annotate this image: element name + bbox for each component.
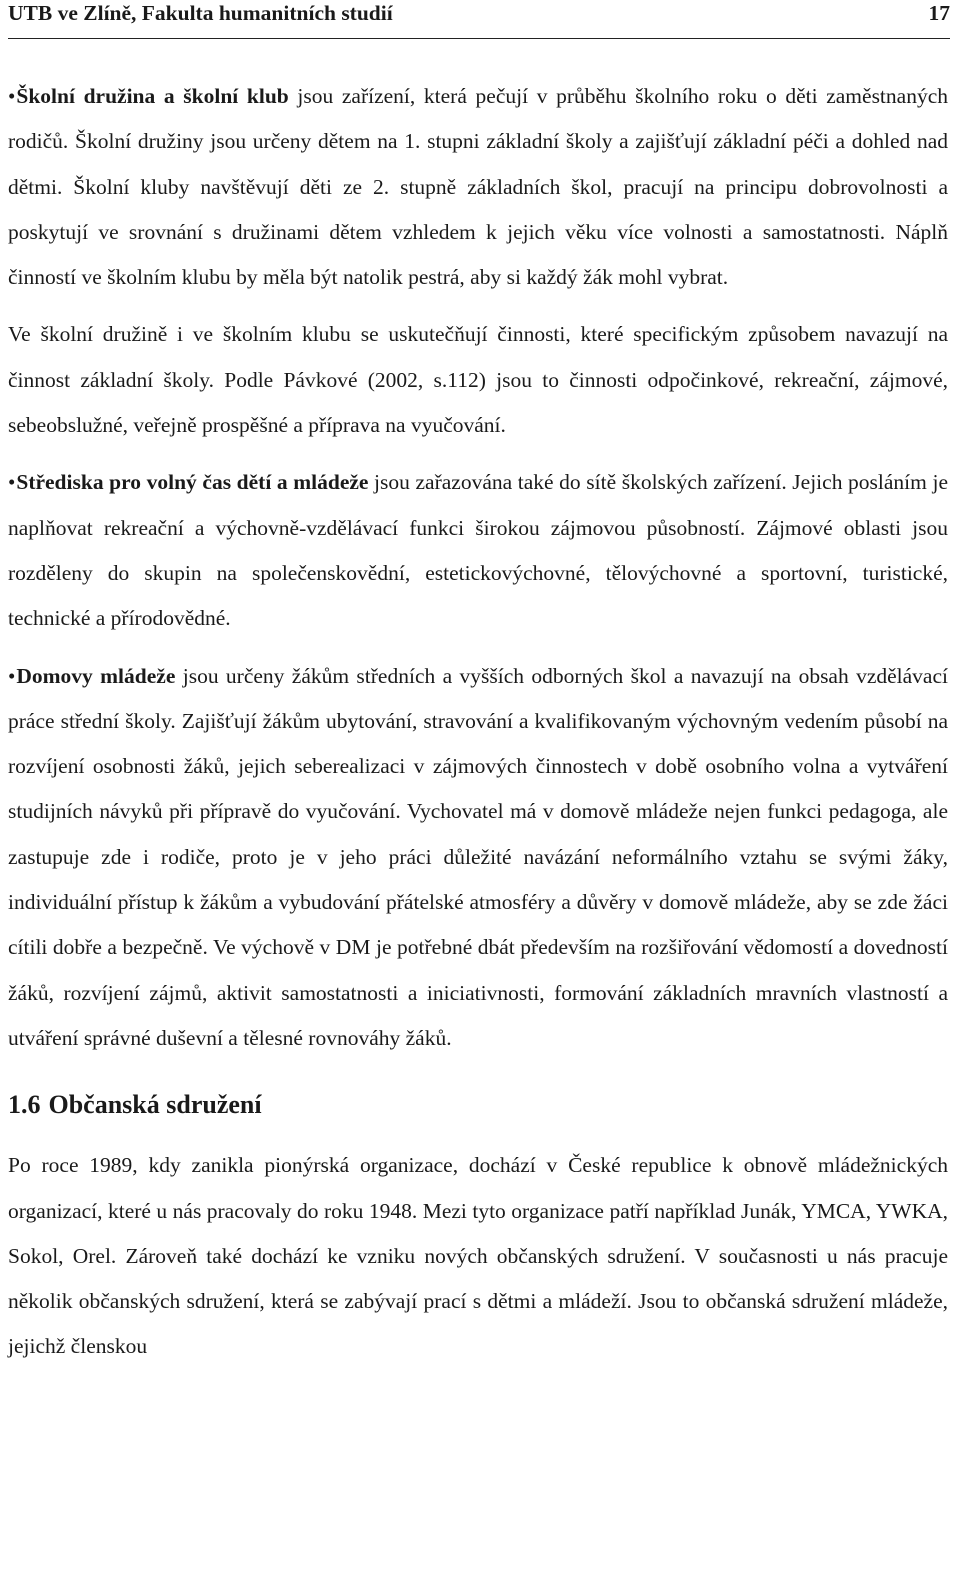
- paragraph-leisure-centres: [8, 460, 948, 641]
- header-title: UTB ve Zlíně, Fakulta humanitních studií: [8, 1, 393, 25]
- paragraph-text: jsou určeny žákům středních a vyšších odborných škol a navazují na obsah vzdělávací práce střední školy. Zajišťují žákům ubytování, stravování a kvalifikovaným výchovným vedením působí na rozvíjení osobnosti žáků, jejich seberealizaci v zájmových činnostech v době osobního volna a vytváření studijních návyků při přípravě do vyučování. Vychovatel má v domově mládeže nejen funkci pedagoga, ale zastupuje zde i rodiče, proto je v jeho práci důležité navázání neformálního vztahu se svými žáky, individuální přístup k žákům a vybudování přátelské atmosféry a důvěry v domově mládeže, aby se zde žáci cítili dobře a bezpečně. Ve výchově v DM je potřebné dbát především na rozšiřování vědomostí a dovedností žáků, rozvíjení zájmů, aktivit samostatnosti a iniciativnosti, formování základních mravních vlastností a utváření správné duševní a tělesné rovnováhy žáků.: [8, 663, 948, 1050]
- paragraph-text: Ve školní družině i ve školním klubu se uskutečňují činnosti, které specifickým způsobem navazují na činnost základní školy. Podle Pávkové (2002, s.112) jsou to činnosti odpočinkové, rekreační, zájmové, sebeobslužné, veřejně prospěšné a příprava na vyučování.: [8, 322, 948, 438]
- paragraph-civic-associations: [8, 1143, 948, 1369]
- term-youth-homes: Domovy mládeže: [16, 663, 176, 688]
- bullet-icon: •: [8, 663, 16, 688]
- paragraph-youth-homes: [8, 654, 948, 1062]
- bullet-icon: •: [8, 470, 16, 495]
- section-number: 1.6: [8, 1090, 41, 1120]
- bullet-icon: •: [8, 84, 16, 108]
- paragraph-text: jsou zařazována také do sítě školských zařízení. Jejich posláním je naplňovat rekreační a výchovně-vzdělávací funkci širokou zájmovou působností. Zájmové oblasti jsou rozděleny do skupin na společenskovědní, estetickovýchovné, tělovýchovné a sportovní, turistické, technické a přírodovědné.: [8, 470, 948, 631]
- section-title: Občanská sdružení: [48, 1090, 262, 1120]
- paragraph-school-club: [8, 74, 948, 300]
- term-leisure-centres: Střediska pro volný čas dětí a mládeže: [16, 470, 369, 495]
- document-body: [8, 74, 948, 1370]
- paragraph-text: Po roce 1989, kdy zanikla pionýrská organizace, dochází v České republice k obnově mládežnických organizací, které u nás pracovaly do roku 1948. Mezi tyto organizace patří například Junák, YMCA, YWKA, Sokol, Orel. Zároveň také dochází ke vzniku nových občanských sdružení. V současnosti u nás pracuje několik občanských sdružení, která se zabývají prací s dětmi a mládeží. Jsou to občanská sdružení mládeže, jejichž členskou: [8, 1153, 948, 1359]
- section-heading: [8, 1085, 948, 1125]
- paragraph-text: jsou zařízení, která pečují v průběhu školního roku o děti zaměstnaných rodičů. Školní družiny jsou určeny dětem na 1. stupni základní školy a zajišťují základní péči a dohled nad dětmi. Školní kluby navštěvují děti ze 2. stupně základních škol, pracují na principu dobrovolnosti a poskytují ve srovnání s družinami dětem vzhledem k jejich věku více volnosti a samostatnosti. Náplň činností ve školním klubu by měla být natolik pestrá, aby si každý žák mohl vybrat.: [8, 84, 948, 290]
- paragraph-activities: [8, 312, 948, 448]
- page-number: 17: [928, 1, 950, 25]
- term-school-club: Školní družina a školní klub: [16, 84, 289, 108]
- page-header: [8, 0, 950, 39]
